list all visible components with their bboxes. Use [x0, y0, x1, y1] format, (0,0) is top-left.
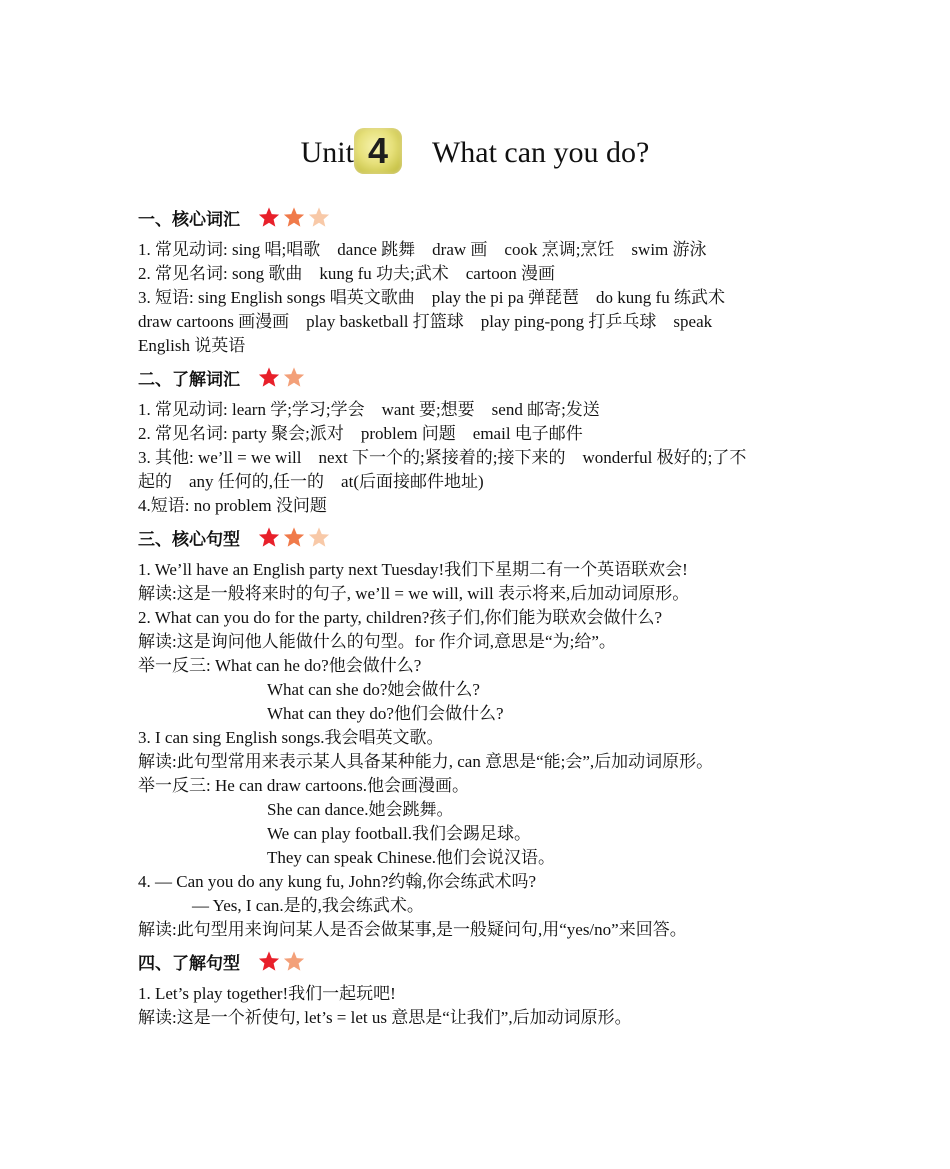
- star-full-icon: [258, 366, 280, 388]
- text-line: What can she do?她会做什么?: [267, 680, 480, 699]
- section-heading-extra-sentences: 四、了解句型: [138, 946, 818, 976]
- text-line: 3. 其他: we’ll = we will next 下一个的;紧接着的;接下来的 wonderful 极好的;了不: [138, 448, 747, 467]
- star-full-icon: [258, 206, 280, 228]
- star-full-icon: [283, 206, 305, 228]
- text-line: 1. 常见动词: learn 学;学习;学会 want 要;想要 send 邮寄;发送: [138, 400, 600, 419]
- unit-subtitle: What can you do?: [431, 136, 650, 169]
- rating-stars: [258, 206, 333, 228]
- text-line: 解读:这是询问他人能做什么的句型。for 作介词,意思是“为;给”。: [138, 632, 616, 651]
- text-line: English 说英语: [138, 336, 246, 355]
- text-line: She can dance.她会跳舞。: [267, 800, 454, 819]
- star-half-icon: [283, 366, 305, 388]
- star-full-icon: [283, 526, 305, 548]
- rating-stars: [258, 366, 308, 388]
- unit-title: [0, 118, 950, 178]
- rating-stars: [258, 950, 308, 972]
- section-heading-core-vocab: 一、核心词汇: [138, 202, 818, 232]
- text-line: 解读:此句型常用来表示某人具备某种能力, can 意思是“能;会”,后加动词原形。: [138, 752, 714, 771]
- text-line: 解读:这是一般将来时的句子, we’ll = we will, will 表示将来,后加动词原形。: [138, 584, 690, 603]
- text-line: We can play football.我们会踢足球。: [267, 824, 531, 843]
- text-line: draw cartoons 画漫画 play basketball 打篮球 play ping-pong 打乒乓球 speak: [138, 312, 713, 331]
- text-line: 起的 any 任何的,任一的 at(后面接邮件地址): [138, 472, 484, 491]
- star-full-icon: [258, 526, 280, 548]
- unit-number: 4: [367, 130, 388, 171]
- content: [138, 198, 818, 1030]
- section-heading-extra-vocab: 二、了解词汇: [138, 362, 818, 392]
- star-faint-icon: [308, 206, 330, 228]
- text-line: — Yes, I can.是的,我会练武术。: [192, 896, 424, 915]
- text-line: 举一反三: What can he do?他会做什么?: [138, 656, 422, 675]
- unit-word: Unit: [300, 136, 354, 169]
- text-line: 3. I can sing English songs.我会唱英文歌。: [138, 728, 444, 747]
- text-line: 1. We’ll have an English party next Tuesday!我们下星期二有一个英语联欢会!: [138, 560, 688, 579]
- text-line: What can they do?他们会做什么?: [267, 704, 504, 723]
- star-faint-icon: [308, 526, 330, 548]
- text-line: 1. Let’s play together!我们一起玩吧!: [138, 984, 396, 1003]
- text-line: 2. 常见名词: party 聚会;派对 problem 问题 email 电子邮件: [138, 424, 583, 443]
- star-half-icon: [283, 950, 305, 972]
- text-line: 2. What can you do for the party, children?孩子们,你们能为联欢会做什么?: [138, 608, 663, 627]
- text-line: 解读:此句型用来询问某人是否会做某事,是一般疑问句,用“yes/no”来回答。: [138, 920, 687, 939]
- rating-stars: [258, 526, 333, 548]
- text-line: 举一反三: He can draw cartoons.他会画漫画。: [138, 776, 469, 795]
- section-heading-core-sentences: 三、核心句型: [138, 522, 818, 552]
- text-line: 3. 短语: sing English songs 唱英文歌曲 play the pi pa 弹琵琶 do kung fu 练武术: [138, 288, 725, 307]
- text-line: They can speak Chinese.他们会说汉语。: [267, 848, 555, 867]
- text-line: 4. — Can you do any kung fu, John?约翰,你会练武术吗?: [138, 872, 537, 891]
- unit-number-badge: [354, 128, 402, 174]
- text-line: 2. 常见名词: song 歌曲 kung fu 功夫;武术 cartoon 漫画: [138, 264, 555, 283]
- text-line: 4.短语: no problem 没问题: [138, 496, 327, 515]
- text-line: 解读:这是一个祈使句, let’s = let us 意思是“让我们”,后加动词原形。: [138, 1008, 632, 1027]
- star-full-icon: [258, 950, 280, 972]
- text-line: 1. 常见动词: sing 唱;唱歌 dance 跳舞 draw 画 cook 烹调;烹饪 swim 游泳: [138, 240, 707, 259]
